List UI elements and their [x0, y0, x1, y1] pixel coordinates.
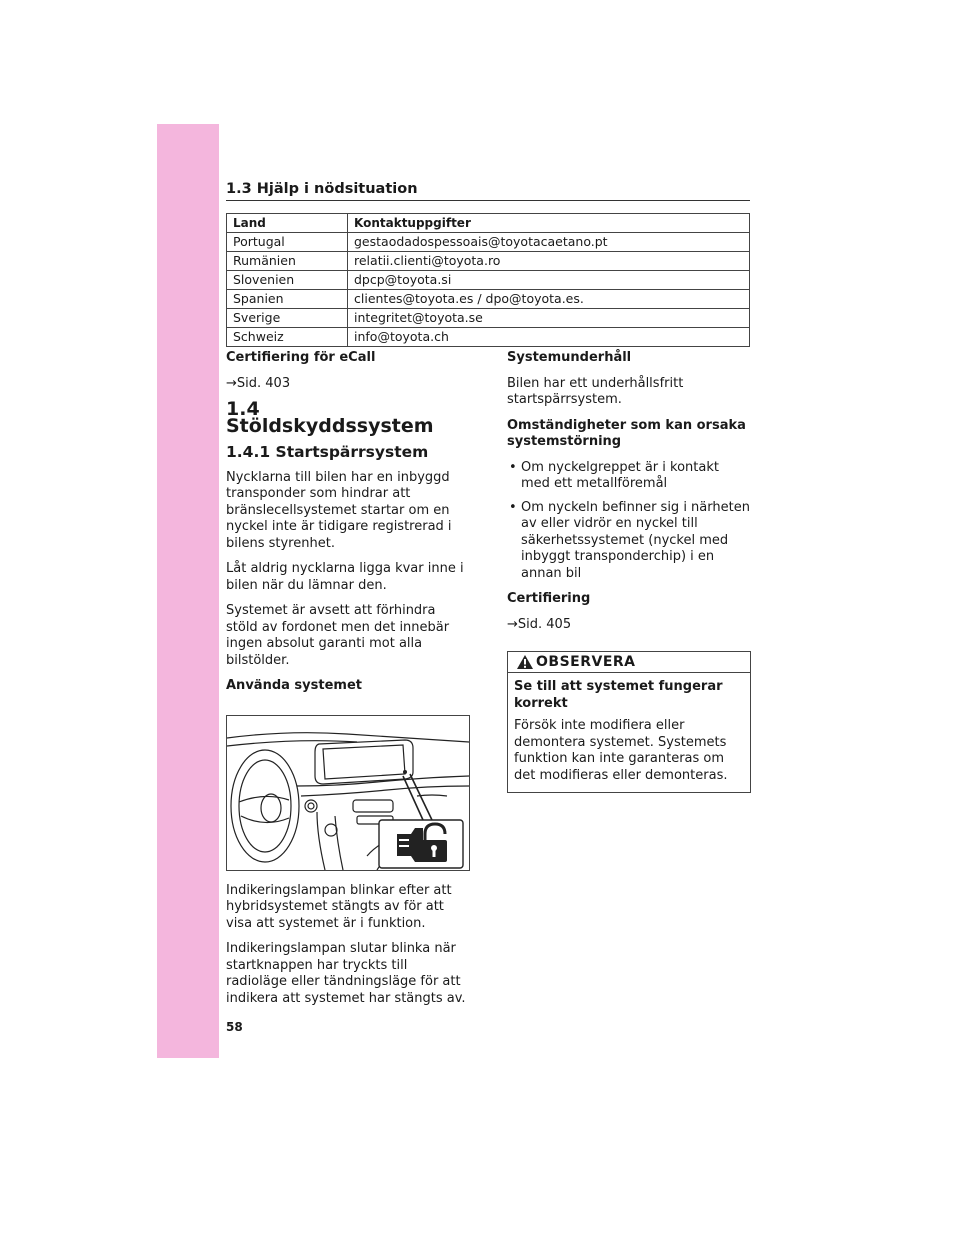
- subchapter-heading: 1.4.1 Startspärrsystem: [226, 443, 429, 461]
- table-row: [227, 328, 750, 347]
- table-row: [227, 233, 750, 252]
- notice-body: [508, 673, 750, 792]
- table-cell-contact: dpcp@toyota.si: [348, 271, 750, 290]
- table-cell-contact: relatii.clienti@toyota.ro: [348, 252, 750, 271]
- paragraph-keys-warning: Låt aldrig nycklarna ligga kvar inne i bilen när du lämnar den.: [226, 561, 464, 593]
- indicator-lamp-dot: [403, 770, 407, 774]
- notice-box: [507, 651, 751, 793]
- list-item: • Om nyckeln befinner sig i närheten av eller vidrör en nyckel till säkerhetssystemet (nyckel med inbyggt transponderchip) i en annan bil: [507, 500, 751, 583]
- chapter-heading: 1.4 Stöldskyddssystem: [226, 398, 434, 437]
- dashboard-illustration-svg: [227, 716, 469, 870]
- table-header-country: Land: [227, 214, 348, 233]
- table-row: [227, 271, 750, 290]
- use-system-heading: Använda systemet: [226, 678, 362, 693]
- certification-heading: Certifiering: [507, 591, 591, 606]
- notice-title: OBSERVERA: [536, 653, 636, 670]
- table-cell-country: Schweiz: [227, 328, 348, 347]
- paragraph-transponder: Nycklarna till bilen har en inbyggd transponder som hindrar att bränslecellsystemet startar om en nyckel inte är tidigare registrerad i bilens styrenhet.: [226, 469, 452, 551]
- maintenance-heading: Systemunderhåll: [507, 350, 632, 365]
- notice-text: Försök inte modifiera eller demontera systemet. Systemets funktion kan inte garanteras om det modifieras eller demonteras.: [514, 718, 728, 783]
- ecall-heading: Certifiering för eCall: [226, 350, 376, 365]
- table-header-contact: Kontaktuppgifter: [348, 214, 750, 233]
- contact-table: [226, 213, 750, 347]
- table-cell-contact: gestaodadospessoais@toyotacaetano.pt: [348, 233, 750, 252]
- ecall-page-reference: →Sid. 403: [226, 375, 291, 391]
- table-cell-contact: info@toyota.ch: [348, 328, 750, 347]
- page-number: 58: [226, 1020, 243, 1034]
- paragraph-theft-guarantee: Systemet är avsett att förhindra stöld av fordonet men det innebär ingen absolut garanti mot alla bilstölder.: [226, 603, 450, 668]
- section-title: 1.3 Hjälp i nödsituation: [226, 181, 418, 197]
- table-cell-country: Sverige: [227, 309, 348, 328]
- paragraph-lamp-stops: Indikeringslampan slutar blinka när startknappen har tryckts till radioläge eller tändningsläge för att indikera att systemet har stängts av.: [226, 941, 466, 1006]
- maintenance-text: Bilen har ett underhållsfritt startspärrsystem.: [507, 375, 684, 407]
- dashboard-illustration: [226, 715, 470, 871]
- notice-header: [508, 652, 750, 673]
- fault-heading: Omständigheter som kan orsaka systemstörning: [507, 417, 746, 449]
- table-row: [227, 252, 750, 271]
- right-column: [507, 350, 751, 793]
- warning-triangle-icon: [516, 654, 534, 670]
- table-cell-country: Portugal: [227, 233, 348, 252]
- left-column: [226, 350, 470, 1016]
- table-row: [227, 309, 750, 328]
- chapter-sidebar-tab: [157, 124, 219, 1058]
- section-header: [226, 178, 750, 201]
- table-cell-contact: clientes@toyota.es / dpo@toyota.es.: [348, 290, 750, 309]
- table-cell-contact: integritet@toyota.se: [348, 309, 750, 328]
- table-cell-country: Slovenien: [227, 271, 348, 290]
- certification-page-reference: →Sid. 405: [507, 616, 572, 632]
- paragraph-lamp-blinks: Indikeringslampan blinkar efter att hybridsystemet stängts av för att visa att systemet är i funktion.: [226, 882, 452, 931]
- list-item: • Om nyckelgreppet är i kontakt med ett metallföremål: [507, 460, 751, 493]
- fault-bullet-list: [507, 460, 751, 583]
- table-cell-country: Rumänien: [227, 252, 348, 271]
- notice-subtitle: Se till att systemet fungerar korrekt: [514, 679, 723, 711]
- table-header-row: [227, 214, 750, 233]
- table-cell-country: Spanien: [227, 290, 348, 309]
- table-row: [227, 290, 750, 309]
